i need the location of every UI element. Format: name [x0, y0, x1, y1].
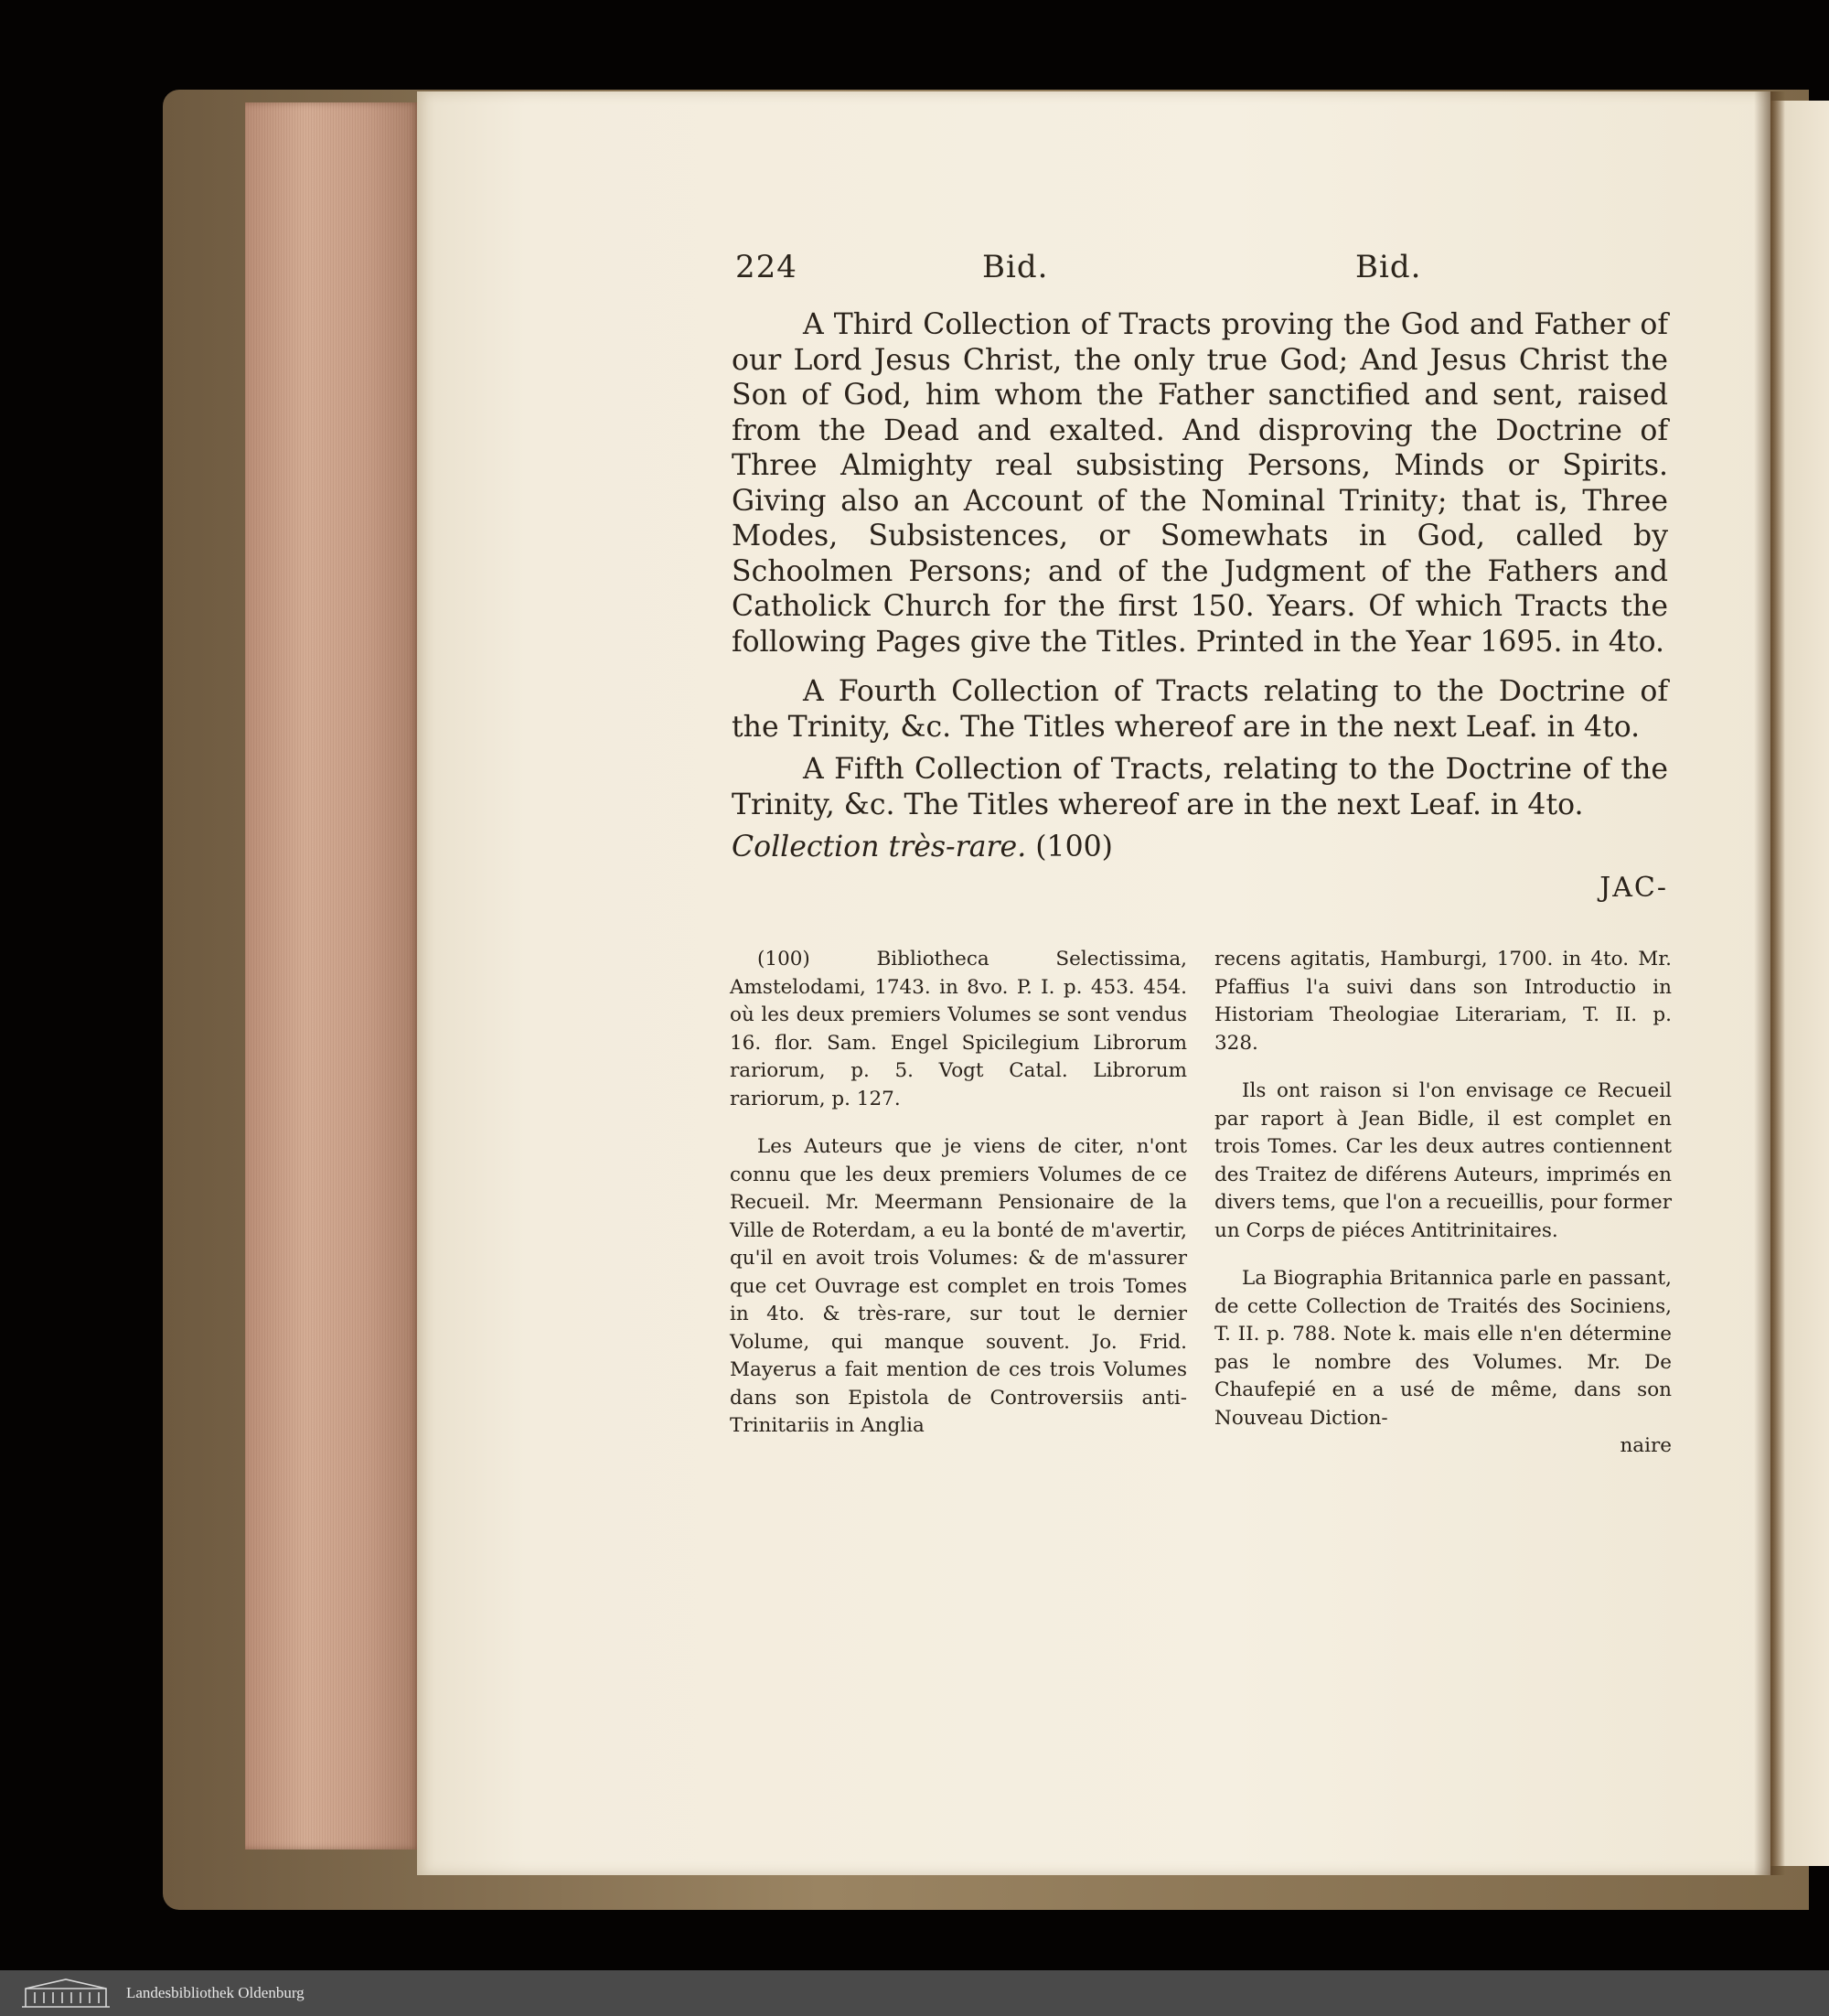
- rarity-note-text: Collection très-rare.: [732, 831, 1027, 863]
- library-name: Landesbibliothek Oldenburg: [126, 1984, 305, 2001]
- library-footer-bar: [0, 1970, 1829, 2016]
- footnote-paragraph: Les Auteurs que je viens de citer, n'ont connu que les deux premiers Volumes de ce Recueil. Mr. Meermann Pensionaire de la Ville de Roterdam, a eu la bonté de m'avertir, qu'il en avoit trois Volumes: & de m'assurer que cet Ouvrage est complet en trois Tomes in 4to. & très-rare, sur tout le dernier Volume, qui manque souvent. Jo. Frid. Mayerus a fait mention de ces trois Volumes dans son Epistola de Controversiis anti-Trinitariis in Anglia: [730, 1135, 1187, 1437]
- running-head-left: Bid.: [982, 249, 1049, 285]
- footnote-paragraph: recens agitatis, Hamburgi, 1700. in 4to. Mr. Pfaffius l'a suivi dans son Introductio in Historiam Theologiae Literariam, T. II. p. 328.: [1214, 948, 1672, 1055]
- paragraph-fourth-collection: A Fourth Collection of Tracts relating to the Doctrine of the Trinity, &c. The Titles whereof are in the next Leaf. in 4to.: [732, 675, 1668, 744]
- footnote-paragraph: Ils ont raison si l'on envisage ce Recueil par raport à Jean Bidle, il est complet en trois Tomes. Car les deux autres contiennent des Traitez de diférens Auteurs, imprimés en divers tems, que l'on a recueillis, pour former un Corps de piéces Antitrinitaires.: [1214, 1079, 1672, 1242]
- paragraph-third-collection: A Third Collection of Tracts proving the God and Father of our Lord Jesus Christ, the only true God; And Jesus Christ the Son of God, him whom the Father sanctified and sent, raised from the Dead and exalted. And disproving the Doctrine of Three Almighty real subsisting Persons, Minds or Spirits. Giving also an Account of the Nominal Trinity; that is, Three Modes, Subsistences, or Somewhats in God, called by Schoolmen Persons; and of the Judgment of the Fathers and Catholick Church for the first 150. Years. Of which Tracts the following Pages give the Titles. Printed in the Year 1695. in 4to.: [732, 308, 1668, 659]
- paragraph-fifth-collection: A Fifth Collection of Tracts, relating to the Doctrine of the Trinity, &c. The Titles whereof are in the next Leaf. in 4to.: [732, 753, 1668, 821]
- catchword: JAC-: [1599, 871, 1668, 904]
- page-edges: [245, 102, 419, 1850]
- footnote-paragraph: La Biographia Britannica parle en passant, de cette Collection de Traités des Sociniens, T. II. p. 788. Note k. mais elle n'en détermine pas le nombre des Volumes. Mr. De Chaufepié en a usé de même, dans son Nouveau Diction-: [1214, 1267, 1672, 1430]
- main-text: [732, 307, 1668, 906]
- page-gutter: [1754, 91, 1785, 1875]
- running-head-right: Bid.: [1355, 249, 1422, 285]
- rarity-note: [732, 830, 1668, 865]
- footnote-reference: (100): [1035, 831, 1113, 863]
- footnote-column-right: [1214, 946, 1672, 1461]
- footnote-catchword: naire: [1620, 1434, 1672, 1457]
- page-number: 224: [735, 249, 797, 285]
- footnote-column-left: [730, 946, 1187, 1461]
- footnote-paragraph: (100) Bibliotheca Selectissima, Amstelodami, 1743. in 8vo. P. I. p. 453. 454. où les deux premiers Volumes se sont vendus 16. flor. Sam. Engel Spicilegium Librorum rariorum, p. 5. Vogt Catal. Librorum rariorum, p. 127.: [730, 948, 1187, 1110]
- library-building-icon: [18, 1976, 113, 2011]
